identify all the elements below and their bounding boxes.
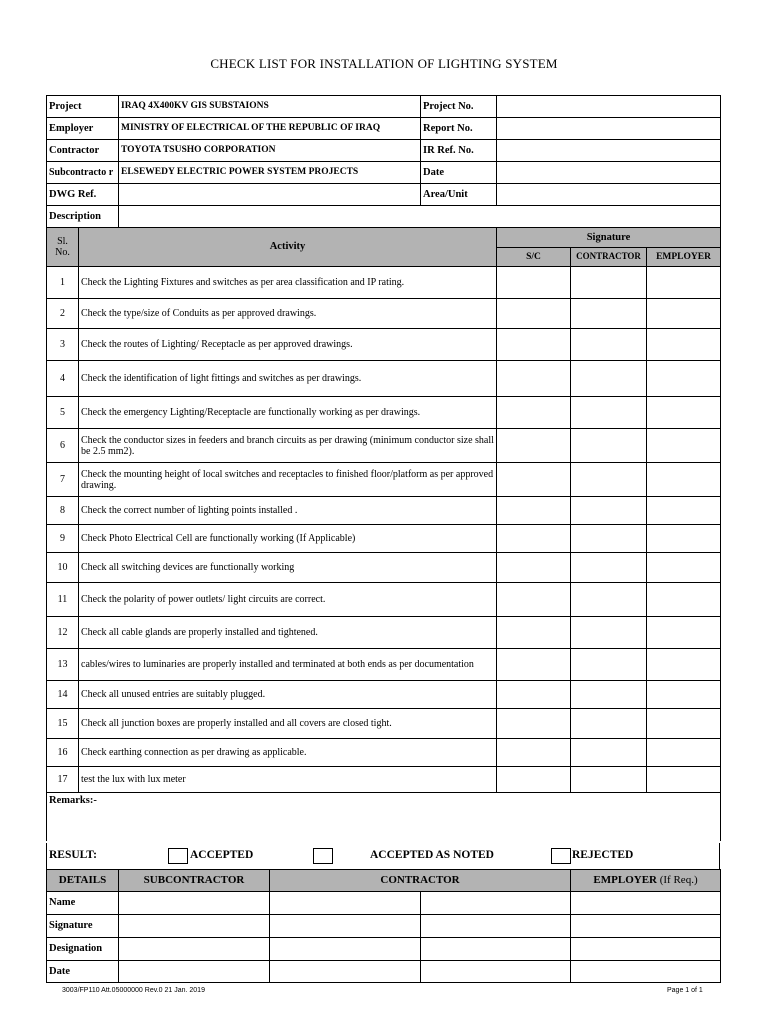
employer-signature-cell[interactable] bbox=[647, 553, 721, 583]
activity-text: Check the identification of light fittings and switches as per drawings. bbox=[79, 361, 497, 397]
activity-number: 1 bbox=[47, 267, 79, 299]
project-no-label: Project No. bbox=[421, 96, 497, 118]
contractor-signature-cell[interactable] bbox=[571, 429, 647, 463]
table-row bbox=[47, 739, 721, 767]
subcontractor-cell[interactable] bbox=[119, 915, 270, 938]
sc-signature-cell[interactable] bbox=[497, 397, 571, 429]
table-row bbox=[47, 892, 721, 915]
activity-text: Check the emergency Lighting/Receptacle are functionally working as per drawings. bbox=[79, 397, 497, 429]
sc-signature-cell[interactable] bbox=[497, 429, 571, 463]
activity-number: 8 bbox=[47, 497, 79, 525]
activity-text: test the lux with lux meter bbox=[79, 767, 497, 793]
contractor-cell[interactable] bbox=[270, 892, 421, 915]
activity-header: Activity bbox=[79, 228, 497, 267]
contractor-signature-cell[interactable] bbox=[571, 583, 647, 617]
employer-header-label: EMPLOYER bbox=[593, 874, 657, 887]
result-label: RESULT: bbox=[49, 849, 97, 861]
activity-text: Check the conductor sizes in feeders and branch circuits as per drawing (minimum conductor size shall be 2.5 mm2). bbox=[79, 429, 497, 463]
activity-number: 15 bbox=[47, 709, 79, 739]
details-header: DETAILS bbox=[47, 870, 119, 892]
activity-text: Check the mounting height of local switches and receptacles to finished floor/platform as per approved drawing. bbox=[79, 463, 497, 497]
activity-text: Check Photo Electrical Cell are functionally working (If Applicable) bbox=[79, 525, 497, 553]
employer-signature-cell[interactable] bbox=[647, 463, 721, 497]
activity-number: 2 bbox=[47, 299, 79, 329]
contractor-signature-cell[interactable] bbox=[571, 617, 647, 649]
contractor-cell[interactable] bbox=[270, 961, 421, 983]
contractor-signature-cell[interactable] bbox=[571, 709, 647, 739]
detail-row-label: Name bbox=[47, 892, 119, 915]
report-no-value bbox=[497, 118, 721, 140]
activity-text: Check the type/size of Conduits as per approved drawings. bbox=[79, 299, 497, 329]
sc-signature-cell[interactable] bbox=[497, 617, 571, 649]
table-row bbox=[47, 525, 721, 553]
employer-signature-cell[interactable] bbox=[647, 525, 721, 553]
activity-number: 7 bbox=[47, 463, 79, 497]
sc-signature-cell[interactable] bbox=[497, 709, 571, 739]
footer-page-number: Page 1 of 1 bbox=[667, 987, 703, 994]
table-row bbox=[47, 497, 721, 525]
contractor-signature-cell[interactable] bbox=[571, 463, 647, 497]
contractor-sign-header: CONTRACTOR bbox=[571, 248, 647, 267]
dwg-ref-value bbox=[119, 184, 421, 206]
activity-number: 4 bbox=[47, 361, 79, 397]
sc-signature-cell[interactable] bbox=[497, 329, 571, 361]
sc-signature-cell[interactable] bbox=[497, 553, 571, 583]
employer-signature-cell[interactable] bbox=[647, 299, 721, 329]
table-row bbox=[47, 299, 721, 329]
contractor-cell[interactable] bbox=[270, 938, 421, 961]
page-title: CHECK LIST FOR INSTALLATION OF LIGHTING SYSTEM bbox=[210, 56, 558, 71]
area-unit-value bbox=[497, 184, 721, 206]
contractor-signature-cell[interactable] bbox=[571, 329, 647, 361]
employer-cell[interactable] bbox=[571, 915, 721, 938]
detail-row-label: Date bbox=[47, 961, 119, 983]
project-label: Project bbox=[47, 96, 119, 118]
table-row bbox=[47, 397, 721, 429]
accepted-as-noted-checkbox[interactable] bbox=[313, 848, 333, 864]
accepted-checkbox[interactable] bbox=[168, 848, 188, 864]
table-row bbox=[47, 681, 721, 709]
project-info-table bbox=[46, 95, 721, 228]
sc-signature-cell[interactable] bbox=[497, 267, 571, 299]
employer-value: MINISTRY OF ELECTRICAL OF THE REPUBLIC OF IRAQ bbox=[119, 118, 421, 140]
activity-text: Check earthing connection as per drawing as applicable. bbox=[79, 739, 497, 767]
ir-ref-value bbox=[497, 140, 721, 162]
activity-number: 13 bbox=[47, 649, 79, 681]
table-row bbox=[47, 463, 721, 497]
activity-number: 9 bbox=[47, 525, 79, 553]
table-row bbox=[47, 915, 721, 938]
date-label: Date bbox=[421, 162, 497, 184]
employer-header bbox=[571, 870, 721, 892]
activity-text: cables/wires to luminaries are properly installed and terminated at both ends as per documentation bbox=[79, 649, 497, 681]
contractor-cell[interactable] bbox=[421, 892, 571, 915]
area-unit-label: Area/Unit bbox=[421, 184, 497, 206]
table-row bbox=[47, 583, 721, 617]
contractor-label: Contractor bbox=[47, 140, 119, 162]
employer-signature-cell[interactable] bbox=[647, 267, 721, 299]
employer-signature-cell[interactable] bbox=[647, 767, 721, 793]
detail-row-label: Designation bbox=[47, 938, 119, 961]
table-row bbox=[47, 709, 721, 739]
activity-number: 14 bbox=[47, 681, 79, 709]
contractor-cell[interactable] bbox=[421, 961, 571, 983]
remarks-label: Remarks:- bbox=[47, 793, 721, 841]
activity-text: Check the polarity of power outlets/ light circuits are correct. bbox=[79, 583, 497, 617]
dwg-ref-label: DWG Ref. bbox=[47, 184, 119, 206]
contractor-cell[interactable] bbox=[270, 915, 421, 938]
activity-number: 6 bbox=[47, 429, 79, 463]
table-row bbox=[47, 938, 721, 961]
sc-signature-cell[interactable] bbox=[497, 767, 571, 793]
sl-no-header: Sl. No. bbox=[47, 228, 79, 267]
employer-signature-cell[interactable] bbox=[647, 617, 721, 649]
contractor-signature-cell[interactable] bbox=[571, 397, 647, 429]
contractor-signature-cell[interactable] bbox=[571, 739, 647, 767]
employer-header-note: (If Req.) bbox=[659, 874, 698, 887]
employer-signature-cell[interactable] bbox=[647, 361, 721, 397]
subcontractor-value: ELSEWEDY ELECTRIC POWER SYSTEM PROJECTS bbox=[119, 162, 421, 184]
activity-table bbox=[46, 227, 721, 841]
sc-signature-cell[interactable] bbox=[497, 497, 571, 525]
subcontractor-cell[interactable] bbox=[119, 938, 270, 961]
employer-cell[interactable] bbox=[571, 961, 721, 983]
description-label: Description bbox=[47, 206, 119, 228]
activity-number: 16 bbox=[47, 739, 79, 767]
table-row bbox=[47, 617, 721, 649]
employer-signature-cell[interactable] bbox=[647, 497, 721, 525]
contractor-signature-cell[interactable] bbox=[571, 681, 647, 709]
contractor-signature-cell[interactable] bbox=[571, 299, 647, 329]
sc-signature-cell[interactable] bbox=[497, 681, 571, 709]
sc-signature-cell[interactable] bbox=[497, 463, 571, 497]
sc-signature-cell[interactable] bbox=[497, 361, 571, 397]
contractor-signature-cell[interactable] bbox=[571, 525, 647, 553]
table-row bbox=[47, 267, 721, 299]
table-row bbox=[47, 329, 721, 361]
subcontractor-label: Subcontracto r bbox=[47, 162, 119, 184]
sc-signature-cell[interactable] bbox=[497, 649, 571, 681]
employer-signature-cell[interactable] bbox=[647, 739, 721, 767]
table-row bbox=[47, 361, 721, 397]
ir-ref-label: IR Ref. No. bbox=[421, 140, 497, 162]
contractor-cell[interactable] bbox=[421, 915, 571, 938]
employer-signature-cell[interactable] bbox=[647, 397, 721, 429]
contractor-signature-cell[interactable] bbox=[571, 649, 647, 681]
activity-number: 12 bbox=[47, 617, 79, 649]
activity-text: Check all junction boxes are properly installed and all covers are closed tight. bbox=[79, 709, 497, 739]
activity-text: Check all unused entries are suitably plugged. bbox=[79, 681, 497, 709]
activity-text: Check all cable glands are properly installed and tightened. bbox=[79, 617, 497, 649]
accepted-label: ACCEPTED bbox=[190, 849, 254, 861]
sc-signature-cell[interactable] bbox=[497, 739, 571, 767]
activity-text: Check all switching devices are functionally working bbox=[79, 553, 497, 583]
contractor-signature-cell[interactable] bbox=[571, 361, 647, 397]
table-row bbox=[47, 553, 721, 583]
signature-header: Signature bbox=[497, 228, 721, 248]
employer-label: Employer bbox=[47, 118, 119, 140]
employer-signature-cell[interactable] bbox=[647, 329, 721, 361]
employer-signature-cell[interactable] bbox=[647, 709, 721, 739]
subcontractor-header: SUBCONTRACTOR bbox=[119, 870, 270, 892]
description-value bbox=[119, 206, 721, 228]
rejected-checkbox[interactable] bbox=[551, 848, 571, 864]
result-row bbox=[46, 843, 720, 869]
table-row bbox=[47, 649, 721, 681]
detail-row-label: Signature bbox=[47, 915, 119, 938]
sc-signature-cell[interactable] bbox=[497, 525, 571, 553]
contractor-value: TOYOTA TSUSHO CORPORATION bbox=[119, 140, 421, 162]
activity-text: Check the routes of Lighting/ Receptacle as per approved drawings. bbox=[79, 329, 497, 361]
sc-header: S/C bbox=[497, 248, 571, 267]
contractor-cell[interactable] bbox=[421, 938, 571, 961]
activity-number: 11 bbox=[47, 583, 79, 617]
table-row bbox=[47, 767, 721, 793]
footer-doc-ref: 3003/FP110 Att.05000000 Rev.0 21 Jan. 2019 bbox=[62, 987, 205, 994]
table-row bbox=[47, 429, 721, 463]
activity-text: Check the correct number of lighting points installed . bbox=[79, 497, 497, 525]
contractor-signature-cell[interactable] bbox=[571, 767, 647, 793]
report-no-label: Report No. bbox=[421, 118, 497, 140]
subcontractor-cell[interactable] bbox=[119, 892, 270, 915]
activity-text: Check the Lighting Fixtures and switches as per area classification and IP rating. bbox=[79, 267, 497, 299]
employer-sign-header: EMPLOYER bbox=[647, 248, 721, 267]
activity-number: 10 bbox=[47, 553, 79, 583]
accepted-as-noted-label: ACCEPTED AS NOTED bbox=[370, 849, 494, 861]
contractor-signature-cell[interactable] bbox=[571, 267, 647, 299]
sc-signature-cell[interactable] bbox=[497, 299, 571, 329]
contractor-signature-cell[interactable] bbox=[571, 497, 647, 525]
date-value bbox=[497, 162, 721, 184]
employer-cell[interactable] bbox=[571, 892, 721, 915]
table-row bbox=[47, 961, 721, 983]
subcontractor-cell[interactable] bbox=[119, 961, 270, 983]
employer-signature-cell[interactable] bbox=[647, 583, 721, 617]
project-value: IRAQ 4X400KV GIS SUBSTAIONS bbox=[119, 96, 421, 118]
activity-number: 3 bbox=[47, 329, 79, 361]
rejected-label: REJECTED bbox=[572, 849, 634, 861]
contractor-signature-cell[interactable] bbox=[571, 553, 647, 583]
employer-cell[interactable] bbox=[571, 938, 721, 961]
project-no-value bbox=[497, 96, 721, 118]
employer-signature-cell[interactable] bbox=[647, 681, 721, 709]
sc-signature-cell[interactable] bbox=[497, 583, 571, 617]
activity-number: 5 bbox=[47, 397, 79, 429]
contractor-header: CONTRACTOR bbox=[270, 870, 571, 892]
activity-number: 17 bbox=[47, 767, 79, 793]
employer-signature-cell[interactable] bbox=[647, 429, 721, 463]
employer-signature-cell[interactable] bbox=[647, 649, 721, 681]
details-table bbox=[46, 869, 721, 983]
